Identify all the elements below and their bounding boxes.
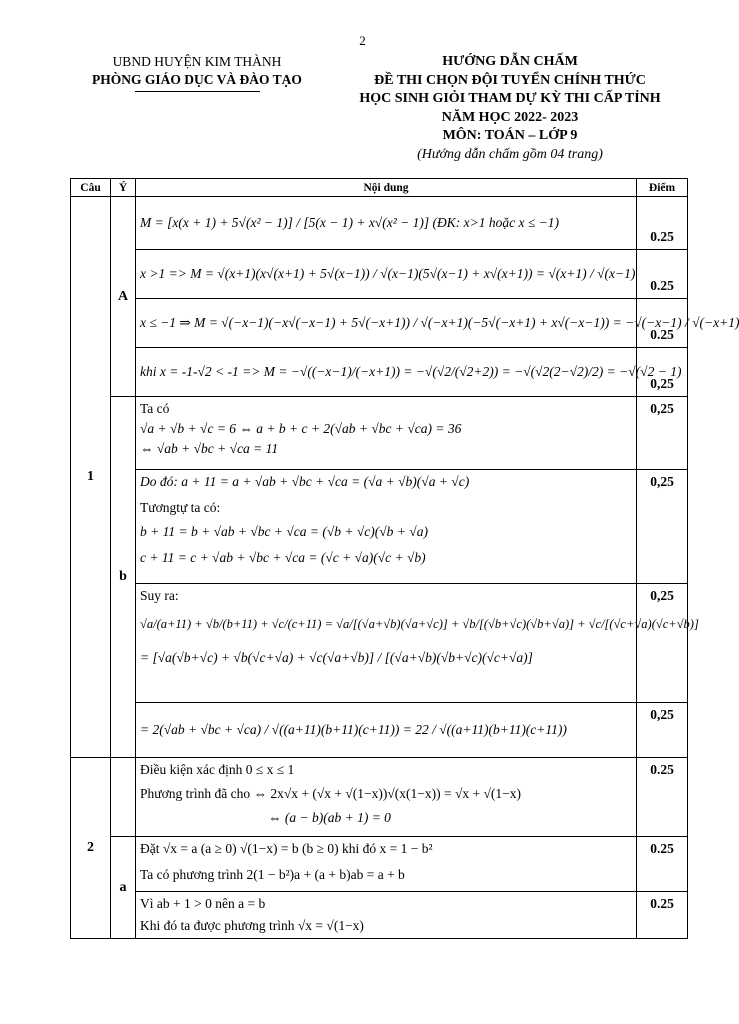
row-score: 0.25 bbox=[637, 197, 688, 250]
table-row bbox=[71, 703, 688, 758]
row-content bbox=[136, 837, 637, 892]
row-content bbox=[136, 703, 637, 758]
row-text: Tươngtự ta có: bbox=[140, 500, 221, 515]
table-row bbox=[71, 584, 688, 703]
row-text: M = [x(x + 1) + 5√(x² − 1)] / [5(x − 1) + x√(x² − 1)] (ĐK: x>1 hoặc x ≤ −1) bbox=[140, 215, 559, 230]
row-text: b + 11 = b + √ab + √bc + √ca = (√b + √c)(√b + √a) bbox=[140, 524, 428, 539]
row-text: √a/(a+11) + √b/(b+11) + √c/(c+11) = √a/[(√a+√b)(√a+√c)] + √b/[(√b+√c)(√b+√a)] + √c/[(√c+√a)(√c+√b)] bbox=[140, 617, 699, 631]
table-row bbox=[71, 397, 688, 470]
row-text: Điều kiện xác định 0 ≤ x ≤ 1 bbox=[140, 762, 295, 777]
row-text: Vì ab + 1 > 0 nên a = b bbox=[140, 896, 266, 911]
row-content bbox=[136, 197, 637, 250]
col-header-diem: Điểm bbox=[637, 179, 688, 197]
school-year: NĂM HỌC 2022- 2023 bbox=[441, 109, 579, 125]
page-count-note: (Hướng dẫn chấm gồm 04 trang) bbox=[417, 146, 603, 162]
header-underline bbox=[135, 91, 260, 92]
table-row bbox=[71, 892, 688, 939]
exam-title: ĐỀ THI CHỌN ĐỘI TUYỂN CHÍNH THỨC bbox=[374, 72, 646, 88]
row-score: 0,25 bbox=[637, 470, 688, 584]
row-text: Đặt √x = a (a ≥ 0) √(1−x) = b (b ≥ 0) khi đó x = 1 − b² bbox=[140, 841, 433, 856]
part-2a-label: a bbox=[111, 837, 136, 939]
header-right bbox=[330, 53, 690, 164]
doc-title: HƯỚNG DẪN CHẤM bbox=[442, 54, 578, 69]
row-content bbox=[136, 470, 637, 584]
row-text: ⇔ (a − b)(ab + 1) = 0 bbox=[268, 810, 391, 825]
row-text: Ta có phương trình 2(1 − b²)a + (a + b)ab = a + b bbox=[140, 867, 405, 882]
header-left bbox=[62, 53, 332, 92]
subject: MÔN: TOÁN – LỚP 9 bbox=[442, 128, 578, 143]
table-row bbox=[71, 758, 688, 837]
row-text: = 2(√ab + √bc + √ca) / √((a+11)(b+11)(c+11)) = 22 / √((a+11)(b+11)(c+11)) bbox=[140, 722, 567, 737]
row-score: 0.25 bbox=[637, 758, 688, 837]
row-score: 0.25 bbox=[637, 299, 688, 348]
row-text: Suy ra: bbox=[140, 588, 179, 603]
col-header-cau: Câu bbox=[71, 179, 111, 197]
col-header-noidung: Nội dung bbox=[136, 179, 637, 197]
table-row bbox=[71, 299, 688, 348]
row-text: ⇔ √ab + √bc + √ca = 11 bbox=[140, 441, 279, 456]
part-1a-label: A bbox=[111, 197, 136, 397]
row-score: 0,25 bbox=[637, 397, 688, 470]
row-content bbox=[136, 758, 637, 837]
department-name: PHÒNG GIÁO DỤC VÀ ĐÀO TẠO bbox=[92, 72, 302, 87]
table-row bbox=[71, 837, 688, 892]
row-text: c + 11 = c + √ab + √bc + √ca = (√c + √a)(√c + √b) bbox=[140, 550, 426, 565]
row-score: 0.25 bbox=[637, 837, 688, 892]
grading-table bbox=[70, 178, 739, 939]
col-header-y: Ý bbox=[111, 179, 136, 197]
district-name: UBND HUYỆN KIM THÀNH bbox=[112, 54, 282, 69]
row-text: x >1 => M = √(x+1)(x√(x+1) + 5√(x−1)) / √(x−1)(5√(x−1) + x√(x+1)) = √(x+1) / √(x−1) bbox=[140, 266, 636, 281]
row-score: 0.25 bbox=[637, 892, 688, 939]
row-text: Ta có bbox=[140, 401, 170, 416]
row-text: Phương trình đã cho ⇔ 2x√x + (√x + √(1−x))√(x(1−x)) = √x + √(1−x) bbox=[140, 786, 522, 801]
row-score: 0,25 bbox=[637, 348, 688, 397]
exam-subtitle: HỌC SINH GIỎI THAM DỰ KỲ THI CẤP TỈNH bbox=[359, 91, 661, 106]
row-content bbox=[136, 250, 637, 299]
table-row bbox=[71, 250, 688, 299]
row-text: = [√a(√b+√c) + √b(√c+√a) + √c(√a+√b)] / [(√a+√b)(√b+√c)(√c+√a)] bbox=[140, 650, 533, 665]
table-row bbox=[71, 470, 688, 584]
row-score: 0,25 bbox=[637, 703, 688, 758]
row-text: khi x = -1-√2 < -1 => M = −√((−x−1)/(−x+1)) = −√(√2/(√2+2)) = −√(√2(2−√2)/2) = −√(√2 − 1) bbox=[140, 364, 682, 379]
table-row bbox=[71, 348, 688, 397]
row-score: 0,25 bbox=[637, 584, 688, 703]
row-text: √a + √b + √c = 6 ⇔ a + b + c + 2(√ab + √bc + √ca) = 36 bbox=[140, 421, 462, 436]
part-1b-label: b bbox=[111, 397, 136, 758]
row-content bbox=[136, 892, 637, 939]
question-2-label: 2 bbox=[71, 758, 111, 939]
part-2-blank bbox=[111, 758, 136, 837]
row-score: 0.25 bbox=[637, 250, 688, 299]
question-1-label: 1 bbox=[71, 197, 111, 758]
row-text: Khi đó ta được phương trình √x = √(1−x) bbox=[140, 918, 364, 933]
row-text: Do đó: a + 11 = a + √ab + √bc + √ca = (√a + √b)(√a + √c) bbox=[140, 474, 470, 489]
page-number: 2 bbox=[359, 33, 366, 48]
table-header-row bbox=[71, 179, 688, 197]
row-text: x ≤ −1 ⇒ M = √(−x−1)(−x√(−x−1) + 5√(−x+1)) / √(−x+1)(−5√(−x+1) + x√(−x−1)) = −√(−x−1) / √(−x+1) bbox=[140, 315, 739, 330]
row-content bbox=[136, 397, 637, 470]
table-row bbox=[71, 197, 688, 250]
